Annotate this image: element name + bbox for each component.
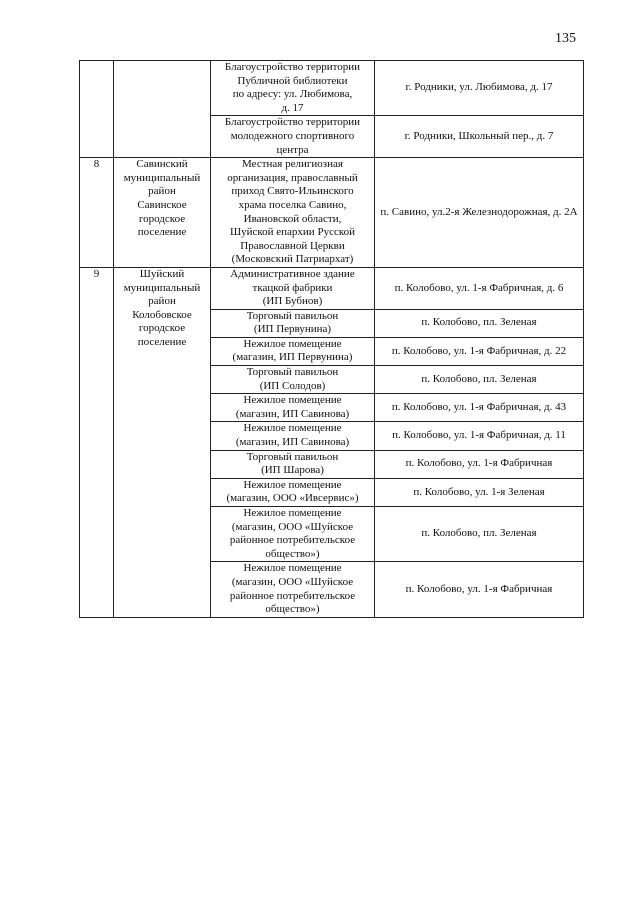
object-line: по адресу: ул. Любимова, — [232, 88, 353, 101]
district-line: Савинское — [137, 198, 187, 211]
object-line: ткацкой фабрики — [252, 281, 333, 294]
district-line: поселение — [137, 335, 187, 348]
district-line: район — [148, 185, 176, 198]
object-line: Торговый павильон — [246, 450, 339, 463]
object-cell — [211, 116, 375, 158]
object-line: Православной Церкви — [240, 239, 345, 252]
district-line: Колобовское — [132, 308, 192, 321]
address-cell: п. Колобово, пл. Зеленая — [375, 309, 584, 337]
object-line: общество») — [265, 603, 320, 616]
district-line: поселение — [137, 226, 187, 239]
object-line: Ивановской области, — [243, 212, 342, 225]
object-line: (магазин, ИП Первунина) — [232, 351, 353, 364]
district-line: городское — [138, 322, 186, 335]
object-line: (магазин, ООО «Ивсервис») — [226, 492, 359, 505]
object-line: Торговый павильон — [246, 309, 339, 322]
object-line: Нежилое помещение — [243, 337, 342, 350]
object-line: Местная религиозная — [242, 158, 343, 171]
address-cell: п. Колобово, ул. 1-я Фабричная, д. 6 — [375, 267, 584, 309]
page-number: 135 — [555, 31, 576, 46]
district-cell — [114, 158, 211, 268]
object-cell — [211, 507, 375, 562]
row-number-cell: 8 — [80, 158, 114, 268]
row-number-cell — [80, 61, 114, 158]
object-line: Нежилое помещение — [243, 478, 342, 491]
object-line: Благоустройство территории — [224, 61, 361, 73]
object-line: районное потребительское — [229, 589, 356, 602]
object-line: (ИП Солодов) — [259, 379, 326, 392]
district-line: городское — [138, 212, 186, 225]
table-row — [80, 158, 584, 268]
district-cell — [114, 267, 211, 617]
object-line: Нежилое помещение — [243, 507, 342, 519]
address-cell: г. Родники, ул. Любимова, д. 17 — [375, 61, 584, 116]
row-number-cell: 9 — [80, 267, 114, 617]
address-cell: п. Колобово, ул. 1-я Фабричная — [375, 562, 584, 617]
object-line: д. 17 — [281, 101, 304, 114]
object-cell — [211, 366, 375, 394]
district-line: Шуйский — [139, 267, 185, 280]
object-cell — [211, 267, 375, 309]
table-row — [80, 61, 584, 116]
object-line: Благоустройство территории — [224, 116, 361, 129]
address-cell: п. Колобово, ул. 1-я Фабричная, д. 43 — [375, 394, 584, 422]
object-line: приход Свято-Ильинского — [231, 185, 354, 198]
object-cell — [211, 158, 375, 268]
district-line: район — [148, 295, 176, 308]
object-line: (магазин, ООО «Шуйское — [231, 575, 354, 588]
object-line: (Московский Патриархат) — [231, 253, 354, 266]
object-line: (ИП Шарова) — [261, 464, 324, 477]
table-body — [80, 61, 584, 618]
object-line: организация, православный — [227, 171, 358, 184]
address-cell: п. Колобово, ул. 1-я Зеленая — [375, 478, 584, 506]
object-line: Торговый павильон — [246, 366, 339, 379]
address-cell: п. Савино, ул.2-я Железнодорожная, д. 2А — [375, 158, 584, 268]
object-cell — [211, 337, 375, 365]
object-line: (магазин, ООО «Шуйское — [231, 520, 354, 533]
object-line: Нежилое помещение — [243, 422, 342, 435]
object-line: (магазин, ИП Савинова) — [235, 407, 350, 420]
object-line: общество») — [265, 547, 320, 560]
object-cell — [211, 478, 375, 506]
address-cell: г. Родники, Школьный пер., д. 7 — [375, 116, 584, 158]
object-cell — [211, 562, 375, 617]
district-cell — [114, 61, 211, 158]
object-line: районное потребительское — [229, 534, 356, 547]
object-cell — [211, 422, 375, 450]
object-line: Нежилое помещение — [243, 562, 342, 575]
object-line: центра — [276, 143, 309, 156]
address-cell: п. Колобово, ул. 1-я Фабричная — [375, 450, 584, 478]
object-cell — [211, 61, 375, 116]
object-line: Нежилое помещение — [243, 394, 342, 407]
object-cell — [211, 394, 375, 422]
objects-table — [79, 60, 584, 618]
address-cell: п. Колобово, ул. 1-я Фабричная, д. 11 — [375, 422, 584, 450]
district-line: муниципальный — [123, 281, 201, 294]
object-line: Шуйской епархии Русской — [229, 226, 356, 239]
address-cell: п. Колобово, ул. 1-я Фабричная, д. 22 — [375, 337, 584, 365]
object-cell — [211, 450, 375, 478]
object-line: (магазин, ИП Савинова) — [235, 436, 350, 449]
object-line: Административное здание — [230, 267, 355, 280]
object-line: молодежного спортивного — [230, 129, 355, 142]
district-line: Савинский — [136, 158, 188, 171]
object-line: храма поселка Савино, — [238, 198, 347, 211]
address-cell: п. Колобово, пл. Зеленая — [375, 507, 584, 562]
district-line: муниципальный — [123, 171, 201, 184]
object-line: (ИП Бубнов) — [262, 295, 323, 308]
object-line: Публичной библиотеки — [237, 74, 348, 87]
table-row — [80, 267, 584, 309]
object-line: (ИП Первунина) — [253, 323, 332, 336]
address-cell: п. Колобово, пл. Зеленая — [375, 366, 584, 394]
object-cell — [211, 309, 375, 337]
